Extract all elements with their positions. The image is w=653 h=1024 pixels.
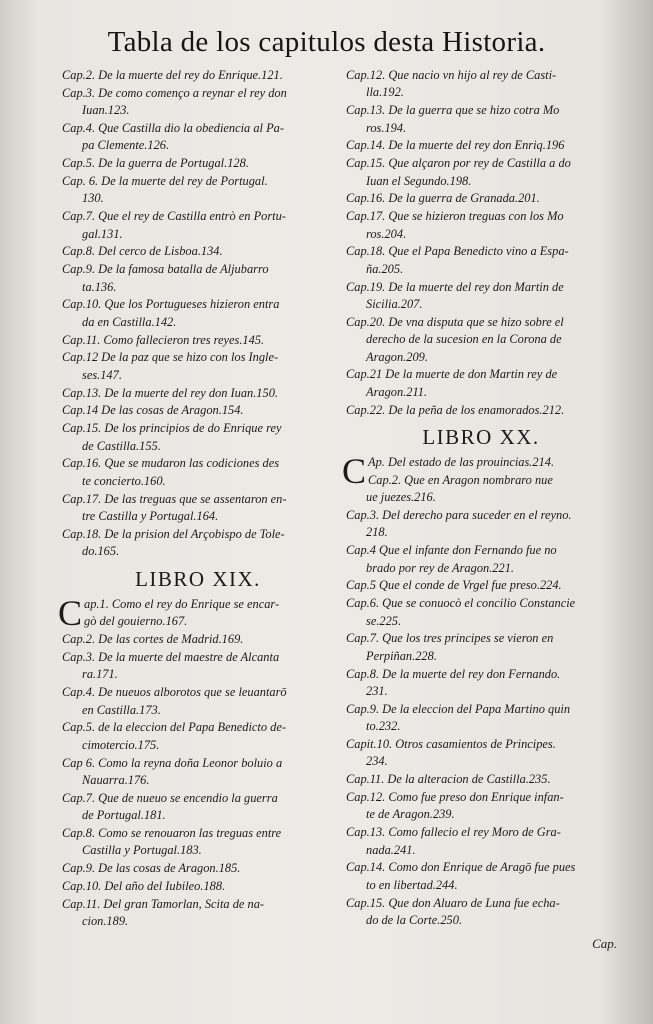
entry-continuation: Iuan.123.: [82, 103, 130, 118]
entry-line: Cap.12. Que nacio vn hijo al rey de Casti-: [346, 68, 557, 82]
toc-entry: [62, 719, 334, 754]
toc-entry: [346, 666, 616, 701]
toc-entry: [62, 455, 334, 490]
entry-line: Cap.21 De la muerte de don Martin rey de: [346, 367, 558, 382]
right-entries-after: [346, 507, 616, 929]
toc-entry: [346, 859, 616, 894]
entry-line: Cap.16. De la guerra de Granada.201.: [346, 191, 540, 206]
entry-continuation: te de Aragon.239.: [366, 807, 455, 822]
libro-xx-heading: LIBRO XX.: [422, 425, 540, 450]
entry-continuation: pa Clemente.126.: [82, 138, 170, 153]
entry-continuation: de Castilla.155.: [82, 438, 161, 453]
toc-entry: [62, 526, 334, 561]
entry-continuation: da en Castilla.142.: [82, 314, 177, 329]
entry-continuation: Iuan el Segundo.198.: [366, 173, 472, 188]
toc-entry: [62, 120, 334, 155]
entry-continuation: Castilla y Portugal.183.: [82, 843, 202, 858]
entry-line: Cap.14 De las cosas de Aragon.154.: [62, 403, 244, 418]
entry-continuation: Perpiñan.228.: [366, 648, 437, 663]
entry-line: Cap.13. De la muerte del rey don Iuan.150.: [62, 385, 278, 400]
entry-line: Cap.3. De la muerte del maestre de Alcanta: [62, 650, 280, 665]
entry-line: Cap.3. Del derecho para suceder en el reyno.: [346, 508, 572, 523]
entry-line: Cap.20. De vna disputa que se hizo sobre el: [346, 314, 564, 329]
toc-entry: [346, 771, 616, 788]
entry-line: ap.1. Como el rey do Enrique se encar-: [84, 597, 280, 612]
toc-entry: [346, 243, 616, 278]
toc-entry: [346, 577, 616, 594]
entry-line: Cap.16. Que se mudaron las codiciones des: [62, 456, 280, 471]
entry-continuation: cion.189.: [82, 914, 129, 929]
toc-entry: [62, 649, 334, 684]
entry-line: Cap.6. Que se conuocò el concilio Constancie: [346, 596, 576, 611]
catchword: Cap.: [592, 936, 617, 951]
right-entries-before: [346, 67, 616, 419]
entry-line: Cap. 6. De la muerte del rey de Portugal.: [62, 174, 268, 188]
entry-continuation: ra.171.: [82, 667, 118, 682]
entry-continuation: gal.131.: [82, 226, 123, 241]
entry-continuation: Aragon.211.: [366, 384, 428, 399]
entry-line: Cap.15. Que alçaron por rey de Castilla a do: [346, 156, 571, 171]
left-entries-before: [62, 67, 334, 561]
entry-continuation: do de la Corte.250.: [366, 913, 463, 928]
entry-continuation: cimotercio.175.: [82, 737, 160, 752]
toc-entry: [62, 261, 334, 296]
entry-continuation: nada.241.: [366, 842, 416, 857]
entry-line: Cap.15. Que don Aluaro de Luna fue echa-: [346, 895, 560, 910]
toc-entry: [346, 190, 616, 207]
entry-line: Cap.19. De la muerte del rey don Martin de: [346, 279, 564, 294]
toc-entry: [62, 825, 334, 860]
entry-continuation: ros.204.: [366, 226, 407, 241]
toc-entry: [346, 824, 616, 859]
toc-entry: [346, 507, 616, 542]
toc-entry: [62, 67, 334, 84]
entry-line: Cap.2. De las cortes de Madrid.169.: [62, 632, 244, 647]
entry-continuation: brado por rey de Aragon.221.: [366, 560, 514, 575]
toc-entry: [62, 631, 334, 648]
entry-continuation: do.165.: [82, 544, 120, 559]
toc-entry: [346, 701, 616, 736]
entry-continuation: ses.147.: [82, 367, 122, 382]
toc-entry: [62, 85, 334, 120]
entry-continuation: Sicilia.207.: [366, 297, 423, 312]
entry-continuation: en Castilla.173.: [82, 702, 161, 717]
toc-entry: [62, 878, 334, 895]
entry-continuation: 231.: [366, 684, 388, 699]
entry-line: Cap.2. Que en Aragon nombraro nue: [368, 472, 553, 487]
entry-line: Cap.18. De la prision del Arçobispo de Tole-: [62, 526, 285, 541]
entry-line: Cap.2. De la muerte del rey do Enrique.121.: [62, 68, 283, 82]
entry-line: Cap.8. De la muerte del rey don Fernando.: [346, 666, 561, 681]
toc-entry: [346, 314, 616, 366]
entry-line: Cap.17. De las treguas que se assentaron en-: [62, 491, 287, 506]
entry-line: Cap.3. De como començo a reynar el rey don: [62, 85, 287, 100]
toc-entry: [62, 155, 334, 172]
entry-line: Cap.10. Que los Portugueses hizieron entra: [62, 297, 280, 312]
entry-continuation: 234.: [366, 754, 388, 769]
entry-line: Cap.11. De la alteracion de Castilla.235.: [346, 772, 551, 787]
toc-entry: [62, 173, 334, 208]
entry-line: Capit.10. Otros casamientos de Principes.: [346, 737, 556, 752]
left-column: [58, 67, 334, 931]
right-first-entry: [342, 451, 616, 506]
entry-continuation: derecho de la sucesion en la Corona de: [366, 332, 562, 347]
toc-entry: [62, 790, 334, 825]
entry-line: gò del gouierno.167.: [84, 614, 188, 629]
toc-entry: [62, 349, 334, 384]
entry-line: Cap.8. Del cerco de Lisboa.134.: [62, 244, 223, 259]
toc-entry: [346, 279, 616, 314]
entry-line: ue juezes.216.: [366, 490, 436, 505]
toc-entry: [346, 402, 616, 419]
entry-line: Cap.12 De la paz que se hizo con los Ingle-: [62, 350, 279, 365]
toc-entry: [62, 860, 334, 877]
toc-entry: [62, 684, 334, 719]
toc-entry: [346, 895, 616, 930]
entry-line: Cap.4. Que Castilla dio la obediencia al Pa-: [62, 121, 284, 135]
toc-entry: [62, 385, 334, 402]
entry-continuation: Nauarra.176.: [82, 773, 150, 788]
entry-continuation: ta.136.: [82, 279, 117, 294]
entry-line: Cap.22. De la peña de los enamorados.212.: [346, 402, 565, 417]
entry-line: Cap.7. Que los tres principes se vieron en: [346, 631, 554, 646]
toc-entry: [346, 102, 616, 137]
toc-entry: [62, 491, 334, 526]
entry-line: Cap.11. Como fallecieron tres reyes.145.: [62, 332, 265, 347]
toc-entry: [346, 366, 616, 401]
toc-entry: [346, 155, 616, 190]
toc-entry: [346, 137, 616, 154]
toc-entry: [62, 755, 334, 790]
entry-continuation: tre Castilla y Portugal.164.: [82, 509, 219, 524]
entry-line: Cap.4. De nueuos alborotos que se leuantarō: [62, 685, 287, 700]
entry-continuation: to.232.: [366, 719, 401, 734]
entry-line: Cap.11. Del gran Tamorlan, Scita de na-: [62, 896, 265, 911]
first-entry-lines: [62, 596, 334, 631]
toc-entry: [62, 420, 334, 455]
entry-line: Cap.7. Que el rey de Castilla entrò en Portu-: [62, 209, 286, 224]
entry-line: Cap.5 Que el conde de Vrgel fue preso.224.: [346, 578, 562, 593]
entry-continuation: se.225.: [366, 613, 402, 628]
first-entry-lines: [346, 454, 616, 506]
page-title: Tabla de los capitulos desta Historia.: [107, 26, 546, 58]
entry-line: Cap.9. De la eleccion del Papa Martino quin: [346, 701, 571, 716]
entry-line: Cap.7. Que de nueuo se encendio la guerra: [62, 790, 278, 805]
entry-line: Cap.9. De la famosa batalla de Aljubarro: [62, 262, 269, 277]
entry-line: Cap.17. Que se hizieron treguas con los Mo: [346, 209, 564, 224]
entry-line: Cap.10. Del año del Iubileo.188.: [62, 879, 226, 894]
drop-cap: C: [58, 593, 83, 634]
entry-line: Cap.13. De la guerra que se hizo cotra Mo: [346, 103, 560, 118]
libro-xix-heading: LIBRO XIX.: [135, 566, 261, 591]
toc-entry: [62, 296, 334, 331]
toc-entry: [346, 789, 616, 824]
entry-line: Cap.4 Que el infante don Fernando fue no: [346, 543, 557, 558]
entry-line: Cap.5. De la guerra de Portugal.128.: [62, 156, 249, 171]
toc-entry: [62, 332, 334, 349]
toc-entry: [62, 896, 334, 931]
entry-line: Cap.5. de la eleccion del Papa Benedicto de-: [62, 720, 286, 735]
toc-entry: [346, 542, 616, 577]
entry-continuation: to en libertad.244.: [366, 877, 458, 892]
entry-continuation: Aragon.209.: [366, 349, 428, 364]
entry-line: Cap.9. De las cosas de Aragon.185.: [62, 861, 241, 876]
toc-entry: [346, 595, 616, 630]
entry-line: Cap.8. Como se renouaron las treguas entre: [62, 826, 282, 841]
drop-cap: C: [342, 451, 367, 492]
toc-entry: [62, 243, 334, 260]
entry-continuation: 218.: [366, 525, 388, 540]
toc-entry: [346, 208, 616, 243]
toc-entry: [62, 208, 334, 243]
right-column: [342, 67, 616, 930]
entry-line: Cap.14. De la muerte del rey don Enriq.196: [346, 138, 565, 153]
toc-entry: [346, 630, 616, 665]
entry-continuation: 130.: [82, 191, 104, 206]
entry-line: Cap.12. Como fue preso don Enrique infan-: [346, 790, 564, 805]
entry-line: Cap 6. Como la reyna doña Leonor boluio a: [62, 755, 283, 770]
entry-line: Cap.18. Que el Papa Benedicto vino a Espa-: [346, 244, 569, 259]
left-first-entry: [58, 593, 334, 634]
entry-line: Cap.15. De los principios de do Enrique rey: [62, 421, 282, 436]
toc-entry: [62, 402, 334, 419]
entry-continuation: ros.194.: [366, 120, 407, 135]
left-entries-after: [62, 631, 334, 930]
toc-entry: [346, 67, 616, 102]
entry-line: Cap.14. Como don Enrique de Aragō fue pues: [346, 860, 576, 875]
entry-continuation: te concierto.160.: [82, 473, 166, 488]
entry-line: Ap. Del estado de las prouincias.214.: [368, 455, 555, 470]
toc-entry: [346, 736, 616, 771]
entry-continuation: lla.192.: [366, 85, 404, 100]
entry-continuation: de Portugal.181.: [82, 808, 166, 823]
entry-line: Cap.13. Como fallecio el rey Moro de Gra-: [346, 825, 561, 840]
entry-continuation: ña.205.: [366, 261, 404, 276]
